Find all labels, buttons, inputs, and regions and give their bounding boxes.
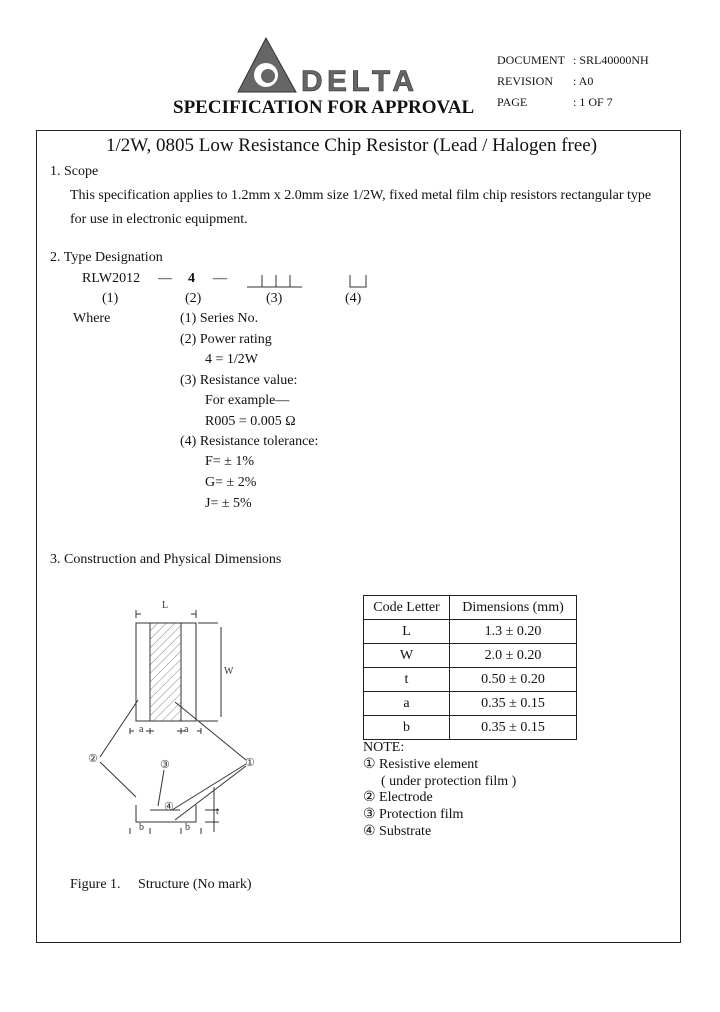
dimension-cell: 0.50 ± 0.20 [450,668,577,692]
table-row [364,716,577,740]
table-header-row [364,596,577,620]
dash-1: — [158,271,172,286]
label-4: ④ [164,801,174,813]
tolerance-f: F= ± 1% [205,454,255,469]
marker-2: (2) [185,291,202,306]
marker-3: (3) [266,291,283,306]
dimension-cell: 2.0 ± 0.20 [450,644,577,668]
scope-heading: 1. Scope [50,164,99,179]
code-cell: W [364,644,450,668]
item-resistance: (3) Resistance value: [180,373,298,388]
where-label: Where [73,311,111,326]
item-tolerance: (4) Resistance tolerance: [180,434,319,449]
dimension-cell: 0.35 ± 0.15 [450,692,577,716]
code-cell: a [364,692,450,716]
tolerance-j: J= ± 5% [205,496,252,511]
meta-document-label: DOCUMENT [497,53,565,67]
marker-4: (4) [345,291,362,306]
item-power: (2) Power rating [180,332,272,347]
label-W: W [224,666,234,677]
tolerance-g: G= ± 2% [205,475,257,490]
meta-revision-value: : A0 [573,74,594,88]
figure-caption: Figure 1. Structure (No mark) [70,877,252,892]
type-heading: 2. Type Designation [50,250,163,265]
spec-title: SPECIFICATION FOR APPROVAL [173,97,475,118]
note-1-sub: ( under protection film ) [381,774,517,789]
marker-1: (1) [102,291,119,306]
label-b-right: b [185,822,190,833]
code-cell: b [364,716,450,740]
label-2: ② [88,753,98,765]
meta-page-value: : 1 OF 7 [573,95,613,109]
header-dimensions: Dimensions (mm) [450,596,577,620]
item-example: For example— [205,393,290,408]
logo-text: DELTA [301,65,414,98]
dimension-cell: 0.35 ± 0.15 [450,716,577,740]
label-a-right: a [184,724,189,735]
table-row [364,620,577,644]
note-3: ③ Protection film [363,807,464,822]
item-series: (1) Series No. [180,311,259,326]
item-power-value: 4 = 1/2W [205,352,258,367]
note-heading: NOTE: [363,740,405,755]
code-cell: t [364,668,450,692]
dimensions-table [363,595,577,740]
code-cell: L [364,620,450,644]
label-t: t [216,806,219,817]
meta-document-value: : SRL40000NH [573,53,649,67]
header-code-letter: Code Letter [364,596,450,620]
note-1: ① Resistive element [363,757,479,772]
table-row [364,692,577,716]
table-row [364,644,577,668]
label-b-left: b [139,822,144,833]
label-1: ① [245,757,255,769]
label-3: ③ [160,759,170,771]
document-title: 1/2W, 0805 Low Resistance Chip Resistor (Lead / Halogen free) [106,135,598,156]
meta-revision-label: REVISION [497,74,553,88]
dimension-cell: 1.3 ± 0.20 [450,620,577,644]
series-code: RLW2012 [82,271,141,286]
power-code: 4 [188,271,195,286]
scope-line-2: for use in electronic equipment. [70,212,248,227]
label-L: L [162,600,169,611]
scope-line-1: This specification applies to 1.2mm x 2.0mm size 1/2W, fixed metal film chip resistors rectangular type [70,188,652,203]
dash-2: — [213,271,227,286]
note-2: ② Electrode [363,790,433,805]
label-a-left: a [139,724,144,735]
construction-heading: 3. Construction and Physical Dimensions [50,552,282,567]
meta-page-label: PAGE [497,95,528,109]
note-4: ④ Substrate [363,824,432,839]
table-row [364,668,577,692]
item-example-value: R005 = 0.005 Ω [205,414,296,429]
